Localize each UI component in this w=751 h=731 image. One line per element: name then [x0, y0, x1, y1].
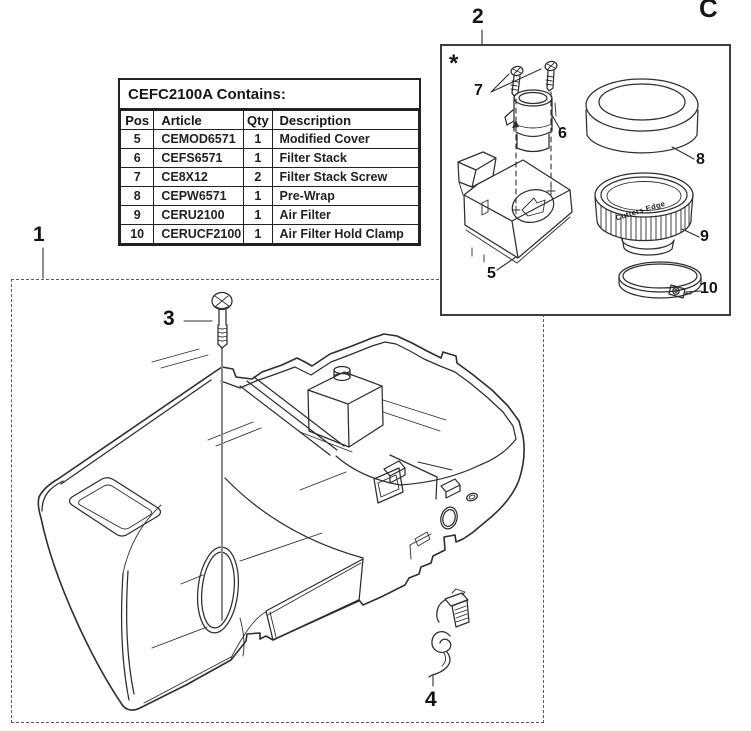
parts-table-grid — [120, 110, 419, 244]
table-cell: CERUCF2100 — [154, 225, 244, 244]
table-cell: CE8X12 — [154, 168, 244, 187]
callout-10-hold-clamp: 10 — [700, 280, 718, 297]
footnote-asterisk: * — [449, 50, 459, 77]
table-cell: CEFS6571 — [154, 149, 244, 168]
page-corner-letter: C — [699, 0, 718, 23]
table-cell: 1 — [244, 149, 272, 168]
callout-7-filter-screws: 7 — [474, 82, 483, 99]
callout-1-assembly: 1 — [33, 223, 45, 246]
table-row — [121, 168, 419, 187]
table-cell: CEPW6571 — [154, 187, 244, 206]
table-cell: Filter Stack Screw — [272, 168, 419, 187]
table-cell: 1 — [244, 187, 272, 206]
assembly-boundary-box — [11, 279, 544, 723]
callout-9-air-filter: 9 — [700, 228, 709, 245]
parts-table — [118, 78, 421, 246]
table-cell: Modified Cover — [272, 130, 419, 149]
callout-2-detail-box: 2 — [472, 5, 484, 28]
column-header: Qty — [244, 111, 272, 130]
callout-6-filter-stack: 6 — [558, 125, 567, 142]
callout-4-clip: 4 — [425, 688, 437, 711]
table-row — [121, 130, 419, 149]
table-row — [121, 149, 419, 168]
table-cell: 5 — [121, 130, 154, 149]
table-cell: CERU2100 — [154, 206, 244, 225]
table-cell: 1 — [244, 225, 272, 244]
table-cell: 10 — [121, 225, 154, 244]
table-cell: 9 — [121, 206, 154, 225]
table-cell: 6 — [121, 149, 154, 168]
table-cell: 1 — [244, 206, 272, 225]
detail-box — [440, 44, 731, 316]
callout-5-modified-cover: 5 — [487, 265, 496, 282]
table-cell: Air Filter Hold Clamp — [272, 225, 419, 244]
column-header: Pos — [121, 111, 154, 130]
table-cell: 2 — [244, 168, 272, 187]
table-cell: 7 — [121, 168, 154, 187]
table-cell: 1 — [244, 130, 272, 149]
table-row — [121, 187, 419, 206]
air-filter-brand-text: Cutters Edge — [614, 198, 667, 223]
parts-table-title: CEFC2100A Contains: — [120, 80, 419, 110]
parts-table-body — [121, 130, 419, 244]
table-cell: 8 — [121, 187, 154, 206]
table-row — [121, 206, 419, 225]
table-row — [121, 225, 419, 244]
callout-3-screw: 3 — [163, 307, 175, 330]
table-cell: Air Filter — [272, 206, 419, 225]
column-header: Description — [272, 111, 419, 130]
table-cell: Filter Stack — [272, 149, 419, 168]
table-cell: Pre-Wrap — [272, 187, 419, 206]
callout-8-pre-wrap: 8 — [696, 151, 705, 168]
parts-table-header-row — [121, 111, 419, 130]
table-cell: CEMOD6571 — [154, 130, 244, 149]
column-header: Article — [154, 111, 244, 130]
